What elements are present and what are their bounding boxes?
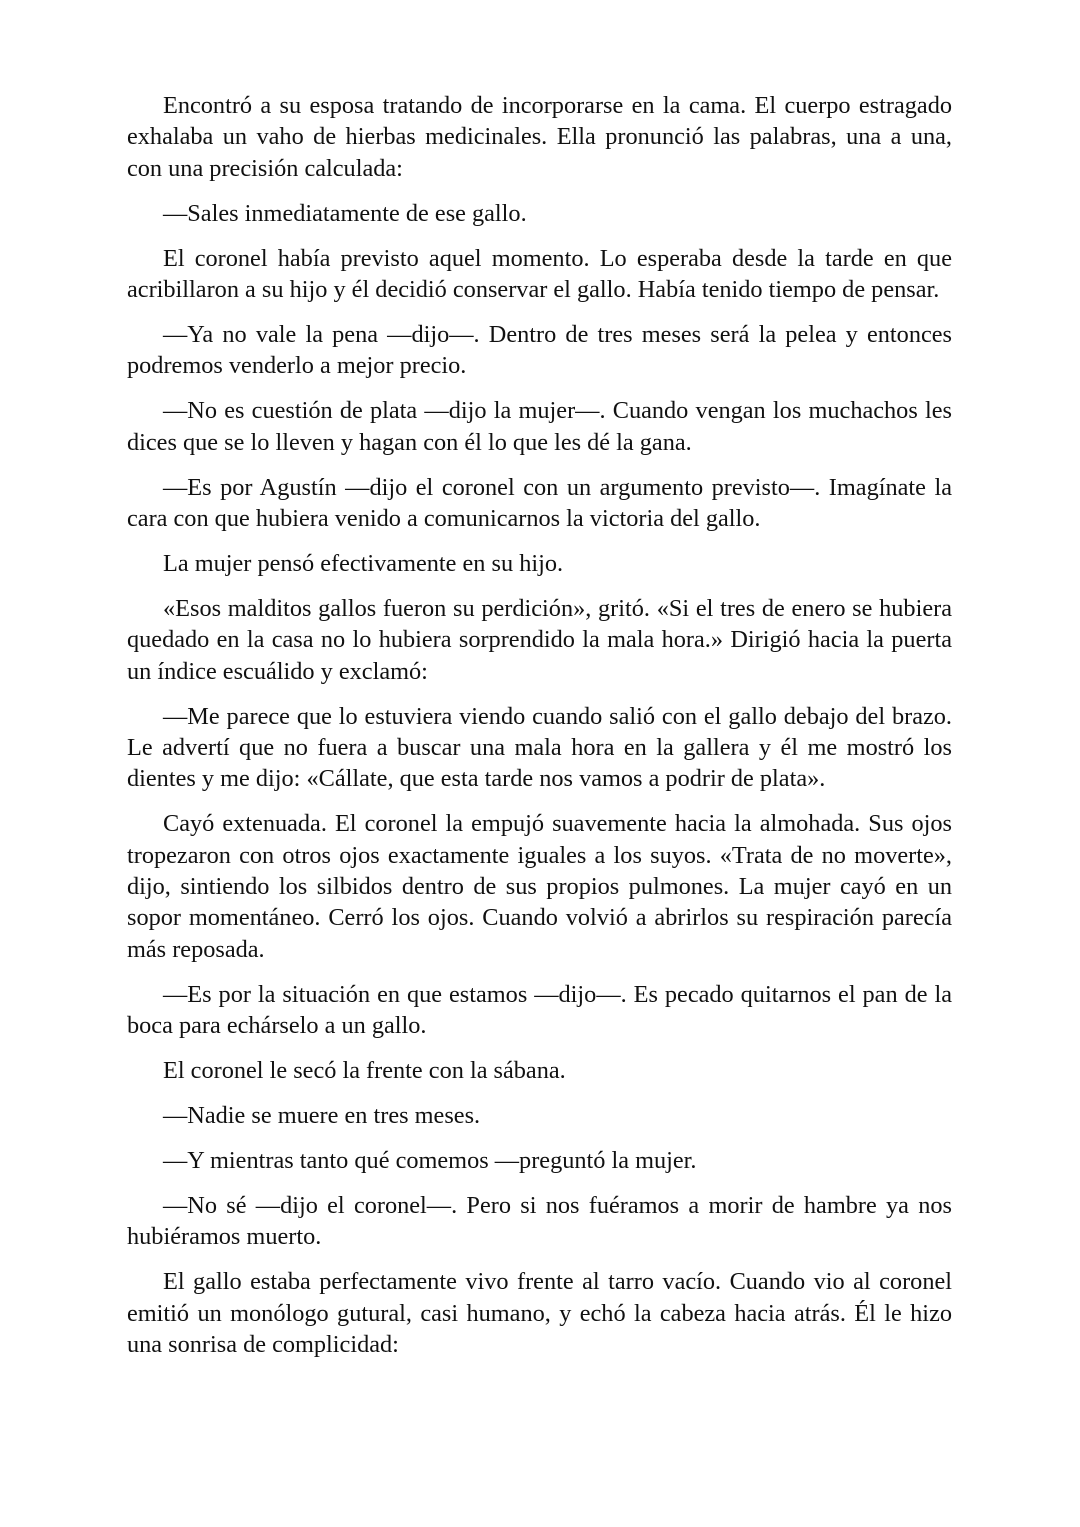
paragraph: El gallo estaba perfectamente vivo frente al tarro vacío. Cuando vio al coronel emitió un monólogo gutural, casi humano, y echó la cabeza hacia atrás. Él le hizo una sonrisa de complicidad: — [127, 1268, 952, 1358]
paragraph: El coronel había previsto aquel momento. Lo esperaba desde la tarde en que acribillaron a su hijo y él decidió conservar el gallo. Había tenido tiempo de pensar. — [127, 244, 952, 304]
paragraph: —Me parece que lo estuviera viendo cuando salió con el gallo debajo del brazo. Le advertí que no fuera a buscar una mala hora en la gallera y él me mostró los dientes y me dijo: «Cállate, que esta tarde nos vamos a podrir de plata». — [127, 702, 952, 793]
paragraph: —No sé —dijo el coronel—. Pero si nos fuéramos a morir de hambre ya nos hubiéramos muerto. — [127, 1191, 952, 1251]
paragraph: —No es cuestión de plata —dijo la mujer—. Cuando vengan los muchachos les dices que se lo lleven y hagan con él lo que les dé la gana. — [127, 397, 952, 456]
paragraph: Encontró a su esposa tratando de incorporarse en la cama. El cuerpo estragado exhalaba un vaho de hierbas medicinales. Ella pronunció las palabras, una a una, con una precisión calculada: — [127, 92, 952, 182]
paragraph: —Es por la situación en que estamos —dijo—. Es pecado quitarnos el pan de la boca para echárselo a un gallo. — [127, 980, 952, 1040]
paragraph: —Sales inmediatamente de ese gallo. — [163, 199, 527, 227]
paragraph: El coronel le secó la frente con la sábana. — [163, 1057, 566, 1085]
paragraph: La mujer pensó efectivamente en su hijo. — [163, 549, 564, 577]
paragraph: «Esos malditos gallos fueron su perdición», gritó. «Si el tres de enero se hubiera quedado en la casa no lo hubiera sorprendido la mala hora.» Dirigió hacia la puerta un índice escuálido y exclamó: — [127, 594, 952, 685]
paragraph: Cayó extenuada. El coronel la empujó suavemente hacia la almohada. Sus ojos tropezaron con otros ojos exactamente iguales a los suyos. «Trata de no moverte», dijo, sintiendo los silbidos dentro de sus propios pulmones. La mujer cayó en un sopor momentáneo. Cerró los ojos. Cuando volvió a abrirlos su respiración parecía más reposada. — [127, 810, 952, 963]
paragraph: —Es por Agustín —dijo el coronel con un argumento previsto—. Imagínate la cara con que hubiera venido a comunicarnos la victoria del gallo. — [127, 473, 952, 532]
paragraph: —Nadie se muere en tres meses. — [163, 1101, 481, 1129]
paragraph: —Y mientras tanto qué comemos —preguntó la mujer. — [163, 1146, 697, 1174]
book-page — [127, 90, 952, 1374]
paragraph: —Ya no vale la pena —dijo—. Dentro de tres meses será la pelea y entonces podremos venderlo a mejor precio. — [127, 320, 952, 380]
